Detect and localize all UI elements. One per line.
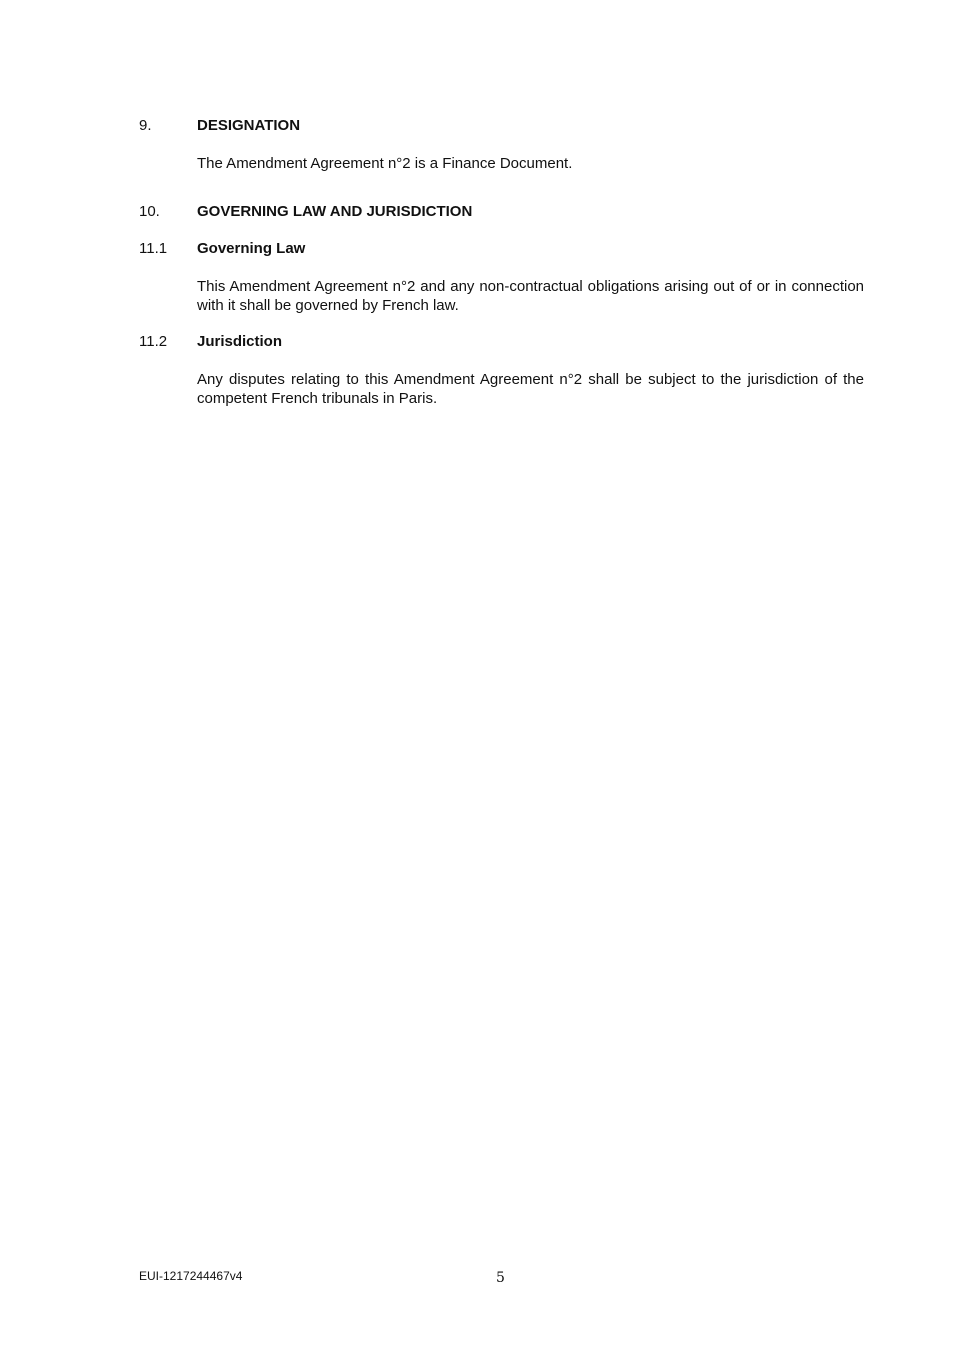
section-11-1-heading [139, 239, 305, 258]
section-11-2-paragraph: Any disputes relating to this Amendment Agreement n°2 shall be subject to the jurisdiction of the competent French tribunals in Paris. [197, 371, 864, 407]
section-11-1-paragraph: This Amendment Agreement n°2 and any non-contractual obligations arising out of or in connection with it shall be governed by French law. [197, 278, 864, 314]
section-title: DESIGNATION [197, 117, 301, 134]
page-number: 5 [496, 1270, 505, 1286]
section-number: 11.2 [139, 333, 168, 350]
section-9-paragraph: The Amendment Agreement n°2 is a Finance Document. [197, 155, 573, 172]
section-10-heading [139, 202, 472, 221]
section-title: GOVERNING LAW AND JURISDICTION [197, 203, 473, 220]
section-number: 10. [139, 203, 160, 220]
section-title: Governing Law [197, 240, 306, 257]
section-number: 11.1 [139, 240, 168, 257]
document-reference: EUI-1217244467v4 [139, 1269, 243, 1283]
section-9-heading [139, 116, 300, 135]
section-title: Jurisdiction [197, 333, 283, 350]
section-11-2-heading [139, 332, 282, 351]
section-number: 9. [139, 117, 152, 134]
